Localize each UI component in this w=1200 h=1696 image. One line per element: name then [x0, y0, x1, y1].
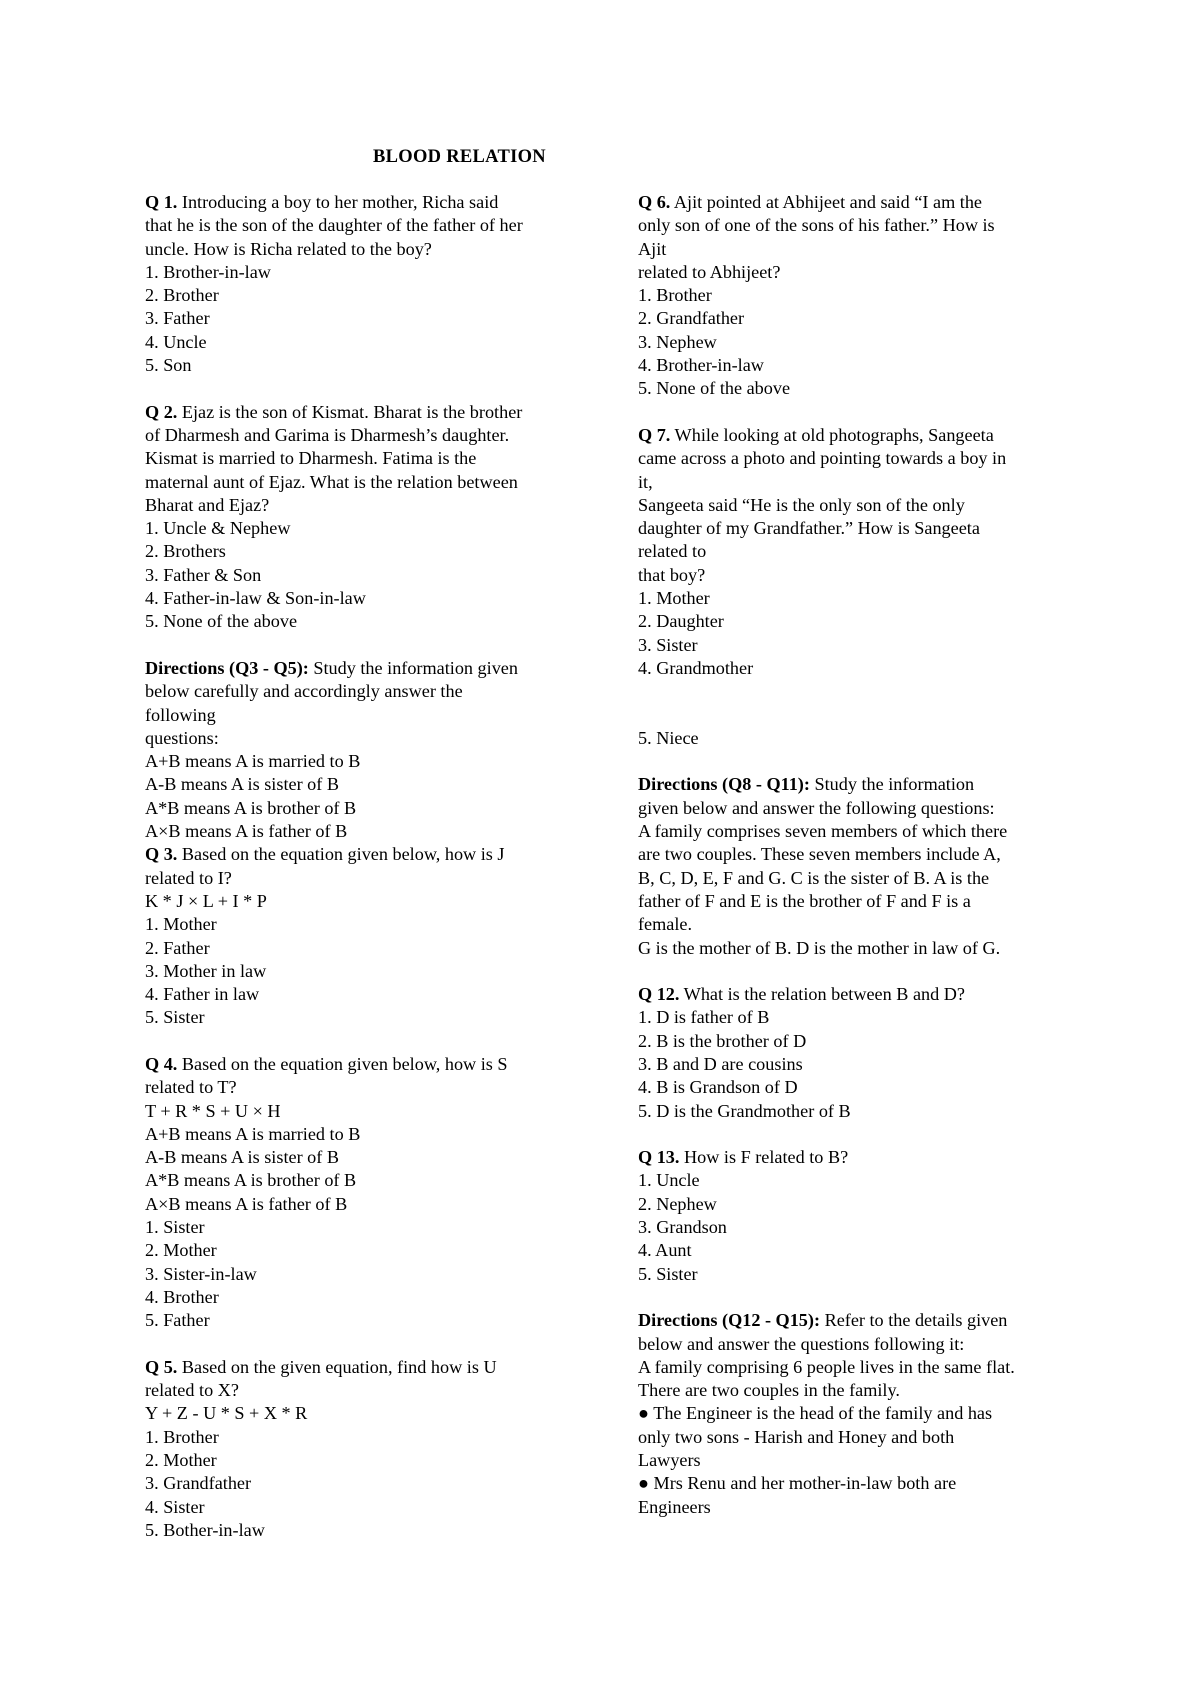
text-line [145, 1496, 585, 1519]
spacer [145, 377, 585, 400]
line-text: Ejaz is the son of Kismat. Bharat is the brother [177, 401, 523, 422]
text-line [145, 1100, 585, 1123]
line-text: that boy? [638, 564, 706, 585]
line-text: 2. Grandfather [638, 308, 745, 329]
text-line [145, 937, 585, 960]
bold-label: Q 12. [638, 984, 680, 1005]
text-line [638, 843, 1078, 866]
text-line [145, 1169, 585, 1192]
text-line [638, 1263, 1078, 1286]
line-text: 5. Bother-in-law [145, 1519, 265, 1540]
bold-label: Directions (Q8 - Q11): [638, 774, 810, 795]
text-line [145, 1379, 585, 1402]
text-line [145, 1402, 585, 1425]
text-line [145, 797, 585, 820]
line-text: 1. Brother-in-law [145, 261, 271, 282]
line-text: Based on the given equation, find how is U [177, 1356, 497, 1377]
line-text: it, [638, 471, 653, 492]
line-text: 2. Daughter [638, 611, 724, 632]
text-line [638, 1402, 1078, 1425]
text-line [145, 1193, 585, 1216]
bold-label: Q 13. [638, 1147, 680, 1168]
text-line [638, 1100, 1078, 1123]
line-text: A+B means A is married to B [145, 751, 361, 772]
line-text: A-B means A is sister of B [145, 774, 339, 795]
line-text: Study the information given [308, 657, 518, 678]
question-heading-line [638, 1146, 1078, 1169]
text-line [145, 1519, 585, 1542]
line-text: 5. D is the Grandmother of B [638, 1100, 851, 1121]
line-text: A family comprises seven members of which there [638, 821, 1008, 842]
line-text: 1. Uncle [638, 1170, 700, 1191]
line-text: 5. None of the above [638, 378, 791, 399]
text-line [638, 1449, 1078, 1472]
line-text: are two couples. These seven members include A, [638, 844, 1001, 865]
text-line [145, 587, 585, 610]
line-text: 5. Son [145, 355, 192, 376]
line-text: related to T? [145, 1077, 237, 1098]
question-heading-line [145, 191, 585, 214]
line-text: 3. Grandfather [145, 1473, 252, 1494]
text-line [638, 1169, 1078, 1192]
text-line [638, 890, 1078, 913]
question-heading-line [145, 843, 585, 866]
question-heading-line [145, 401, 585, 424]
line-text: following [145, 704, 216, 725]
text-line [638, 471, 1078, 494]
line-text: given below and answer the following questions: [638, 797, 995, 818]
text-line [145, 1006, 585, 1029]
text-line [638, 238, 1078, 261]
line-text: below carefully and accordingly answer the [145, 681, 463, 702]
text-line [145, 704, 585, 727]
question-heading-line [145, 1053, 585, 1076]
text-line [145, 773, 585, 796]
text-line [145, 471, 585, 494]
line-text: female. [638, 914, 693, 935]
line-text: 4. Father-in-law & Son-in-law [145, 588, 366, 609]
line-text: 2. Nephew [638, 1193, 717, 1214]
spacer [638, 680, 1078, 703]
line-text: Kismat is married to Dharmesh. Fatima is the [145, 448, 477, 469]
text-line [638, 1076, 1078, 1099]
text-line [145, 1472, 585, 1495]
spacer [145, 1333, 585, 1356]
line-text: Ajit pointed at Abhijeet and said “I am the [670, 192, 982, 212]
bold-label: Q 5. [145, 1356, 178, 1377]
text-line [145, 727, 585, 750]
line-text: A family comprising 6 people lives in the same flat. [638, 1356, 1015, 1377]
text-line [145, 1076, 585, 1099]
text-line [638, 1193, 1078, 1216]
line-text: 5. Niece [638, 727, 699, 748]
document-title: BLOOD RELATION [373, 147, 546, 167]
line-text: Ajit [638, 238, 667, 259]
text-line [638, 1030, 1078, 1053]
text-line [638, 494, 1078, 517]
line-text: Bharat and Ejaz? [145, 494, 270, 515]
question-heading-line [145, 657, 585, 680]
bold-label: Q 4. [145, 1053, 178, 1074]
line-text: came across a photo and pointing towards a boy in [638, 448, 1007, 469]
spacer [638, 750, 1078, 773]
text-line [145, 284, 585, 307]
line-text: What is the relation between B and D? [679, 984, 965, 1005]
line-text: A*B means A is brother of B [145, 797, 357, 818]
text-line [145, 1239, 585, 1262]
line-text: 4. Uncle [145, 331, 207, 352]
text-line [638, 517, 1078, 540]
text-line [638, 1426, 1078, 1449]
line-text: Sangeeta said “He is the only son of the only [638, 494, 965, 515]
line-text: 4. Sister [145, 1496, 205, 1517]
question-heading-line [145, 1356, 585, 1379]
line-text: 5. Father [145, 1310, 210, 1331]
text-line [145, 307, 585, 330]
line-text: A-B means A is sister of B [145, 1147, 339, 1168]
line-text: related to [638, 541, 707, 562]
text-line [145, 1146, 585, 1169]
text-line [638, 1379, 1078, 1402]
line-text: 3. Nephew [638, 331, 717, 352]
line-text: of Dharmesh and Garima is Dharmesh’s daughter. [145, 424, 510, 445]
line-text: 1. Mother [145, 914, 217, 935]
line-text: 2. Mother [145, 1240, 217, 1261]
line-text: A×B means A is father of B [145, 1193, 348, 1214]
line-text: questions: [145, 727, 219, 748]
line-text: maternal aunt of Ejaz. What is the relation between [145, 471, 518, 492]
text-line [638, 1496, 1078, 1519]
line-text: 4. Brother [145, 1286, 219, 1307]
text-line [638, 634, 1078, 657]
line-text: B, C, D, E, F and G. C is the sister of B. A is the [638, 867, 990, 888]
line-text: 4. Brother-in-law [638, 355, 764, 376]
text-line [145, 1309, 585, 1332]
text-line [638, 540, 1078, 563]
bold-label: Q 1. [145, 192, 178, 212]
line-text: How is F related to B? [679, 1147, 849, 1168]
text-line [145, 983, 585, 1006]
text-line [145, 1123, 585, 1146]
line-text: that he is the son of the daughter of the father of her [145, 215, 523, 236]
bold-label: Q 2. [145, 401, 178, 422]
line-text: uncle. How is Richa related to the boy? [145, 238, 432, 259]
line-text: 2. Brother [145, 285, 219, 306]
line-text: 3. Grandson [638, 1217, 727, 1238]
text-line [145, 564, 585, 587]
line-text: While looking at old photographs, Sangeeta [670, 424, 994, 445]
text-line [638, 214, 1078, 237]
spacer [145, 1030, 585, 1053]
bold-label: Q 6. [638, 192, 671, 212]
text-line [638, 1216, 1078, 1239]
spacer [638, 1286, 1078, 1309]
line-text: 5. None of the above [145, 611, 298, 632]
text-line [145, 331, 585, 354]
spacer [638, 704, 1078, 727]
line-text: related to I? [145, 867, 232, 888]
right-column [638, 191, 1078, 1519]
line-text: related to Abhijeet? [638, 261, 781, 282]
text-line [638, 377, 1078, 400]
text-line [145, 494, 585, 517]
line-text: Y + Z - U * S + X * R [145, 1403, 308, 1424]
text-line [145, 517, 585, 540]
text-line [145, 1449, 585, 1472]
question-heading-line [638, 1309, 1078, 1332]
text-line [638, 587, 1078, 610]
text-line [638, 354, 1078, 377]
line-text: 1. D is father of B [638, 1007, 770, 1028]
spacer [638, 1123, 1078, 1146]
spacer [638, 960, 1078, 983]
bold-label: Directions (Q12 - Q15): [638, 1310, 821, 1331]
text-line [145, 1263, 585, 1286]
line-text: Lawyers [638, 1450, 701, 1471]
text-line [638, 564, 1078, 587]
text-line [638, 727, 1078, 750]
line-text: 3. Sister [638, 634, 698, 655]
text-line [638, 1472, 1078, 1495]
text-line [638, 307, 1078, 330]
text-line [145, 750, 585, 773]
line-text: ● Mrs Renu and her mother-in-law both are [638, 1473, 957, 1494]
line-text: Based on the equation given below, how is S [177, 1053, 508, 1074]
line-text: only two sons - Harish and Honey and both [638, 1426, 955, 1447]
line-text: 1. Brother [638, 285, 712, 306]
line-text: Engineers [638, 1496, 711, 1517]
text-line [638, 867, 1078, 890]
line-text: Based on the equation given below, how is J [177, 844, 505, 865]
line-text: related to X? [145, 1380, 239, 1401]
line-text: T + R * S + U × H [145, 1100, 281, 1121]
line-text: 3. Sister-in-law [145, 1263, 257, 1284]
text-line [638, 610, 1078, 633]
text-line [638, 797, 1078, 820]
text-line [638, 284, 1078, 307]
line-text: 3. B and D are cousins [638, 1053, 803, 1074]
text-line [638, 1053, 1078, 1076]
line-text: 4. Aunt [638, 1240, 692, 1261]
line-text: K * J × L + I * P [145, 890, 267, 911]
line-text: There are two couples in the family. [638, 1380, 900, 1401]
left-column [145, 191, 585, 1542]
text-line [145, 680, 585, 703]
text-line [638, 657, 1078, 680]
line-text: 1. Sister [145, 1217, 205, 1238]
line-text: father of F and E is the brother of F and F is a [638, 890, 971, 911]
text-line [638, 913, 1078, 936]
text-line [145, 913, 585, 936]
spacer [638, 401, 1078, 424]
text-line [145, 610, 585, 633]
text-line [145, 1286, 585, 1309]
line-text: Introducing a boy to her mother, Richa said [177, 192, 499, 212]
question-heading-line [638, 983, 1078, 1006]
line-text: 4. B is Grandson of D [638, 1077, 798, 1098]
line-text: 2. Father [145, 937, 210, 958]
text-line [638, 1239, 1078, 1262]
text-line [638, 447, 1078, 470]
line-text: 3. Mother in law [145, 960, 267, 981]
question-heading-line [638, 424, 1078, 447]
line-text: A+B means A is married to B [145, 1123, 361, 1144]
text-line [145, 354, 585, 377]
line-text: only son of one of the sons of his father.” How is [638, 215, 995, 236]
line-text: 2. Mother [145, 1450, 217, 1471]
spacer [145, 634, 585, 657]
text-line [638, 1333, 1078, 1356]
text-line [638, 331, 1078, 354]
text-line [145, 424, 585, 447]
line-text: 3. Father [145, 308, 210, 329]
text-line [145, 238, 585, 261]
text-line [145, 960, 585, 983]
line-text: 1. Uncle & Nephew [145, 518, 291, 539]
text-line [145, 214, 585, 237]
text-line [145, 261, 585, 284]
bold-label: Q 3. [145, 844, 178, 865]
text-line [638, 261, 1078, 284]
bold-label: Directions (Q3 - Q5): [145, 657, 309, 678]
line-text: A*B means A is brother of B [145, 1170, 357, 1191]
line-text: 5. Sister [145, 1007, 205, 1028]
text-line [145, 540, 585, 563]
bold-label: Q 7. [638, 424, 671, 445]
text-line [145, 1426, 585, 1449]
text-line [145, 890, 585, 913]
text-line [145, 1216, 585, 1239]
text-line [638, 820, 1078, 843]
line-text: G is the mother of B. D is the mother in law of G. [638, 937, 1001, 958]
line-text: 5. Sister [638, 1263, 698, 1284]
line-text: 2. B is the brother of D [638, 1030, 807, 1051]
text-line [145, 867, 585, 890]
line-text: daughter of my Grandfather.” How is Sangeeta [638, 518, 980, 539]
line-text: 1. Mother [638, 588, 710, 609]
line-text: 4. Grandmother [638, 657, 754, 678]
line-text: 2. Brothers [145, 541, 226, 562]
text-line [638, 1006, 1078, 1029]
question-heading-line [638, 773, 1078, 796]
text-line [638, 937, 1078, 960]
line-text: Refer to the details given [820, 1310, 1008, 1331]
line-text: ● The Engineer is the head of the family and has [638, 1403, 993, 1424]
question-heading-line [638, 191, 1078, 214]
text-line [145, 447, 585, 470]
text-line [638, 1356, 1078, 1379]
line-text: 1. Brother [145, 1426, 219, 1447]
text-line [145, 820, 585, 843]
line-text: below and answer the questions following it: [638, 1333, 965, 1354]
line-text: 4. Father in law [145, 984, 260, 1005]
line-text: Study the information [809, 774, 975, 795]
line-text: A×B means A is father of B [145, 821, 348, 842]
line-text: 3. Father & Son [145, 564, 262, 585]
